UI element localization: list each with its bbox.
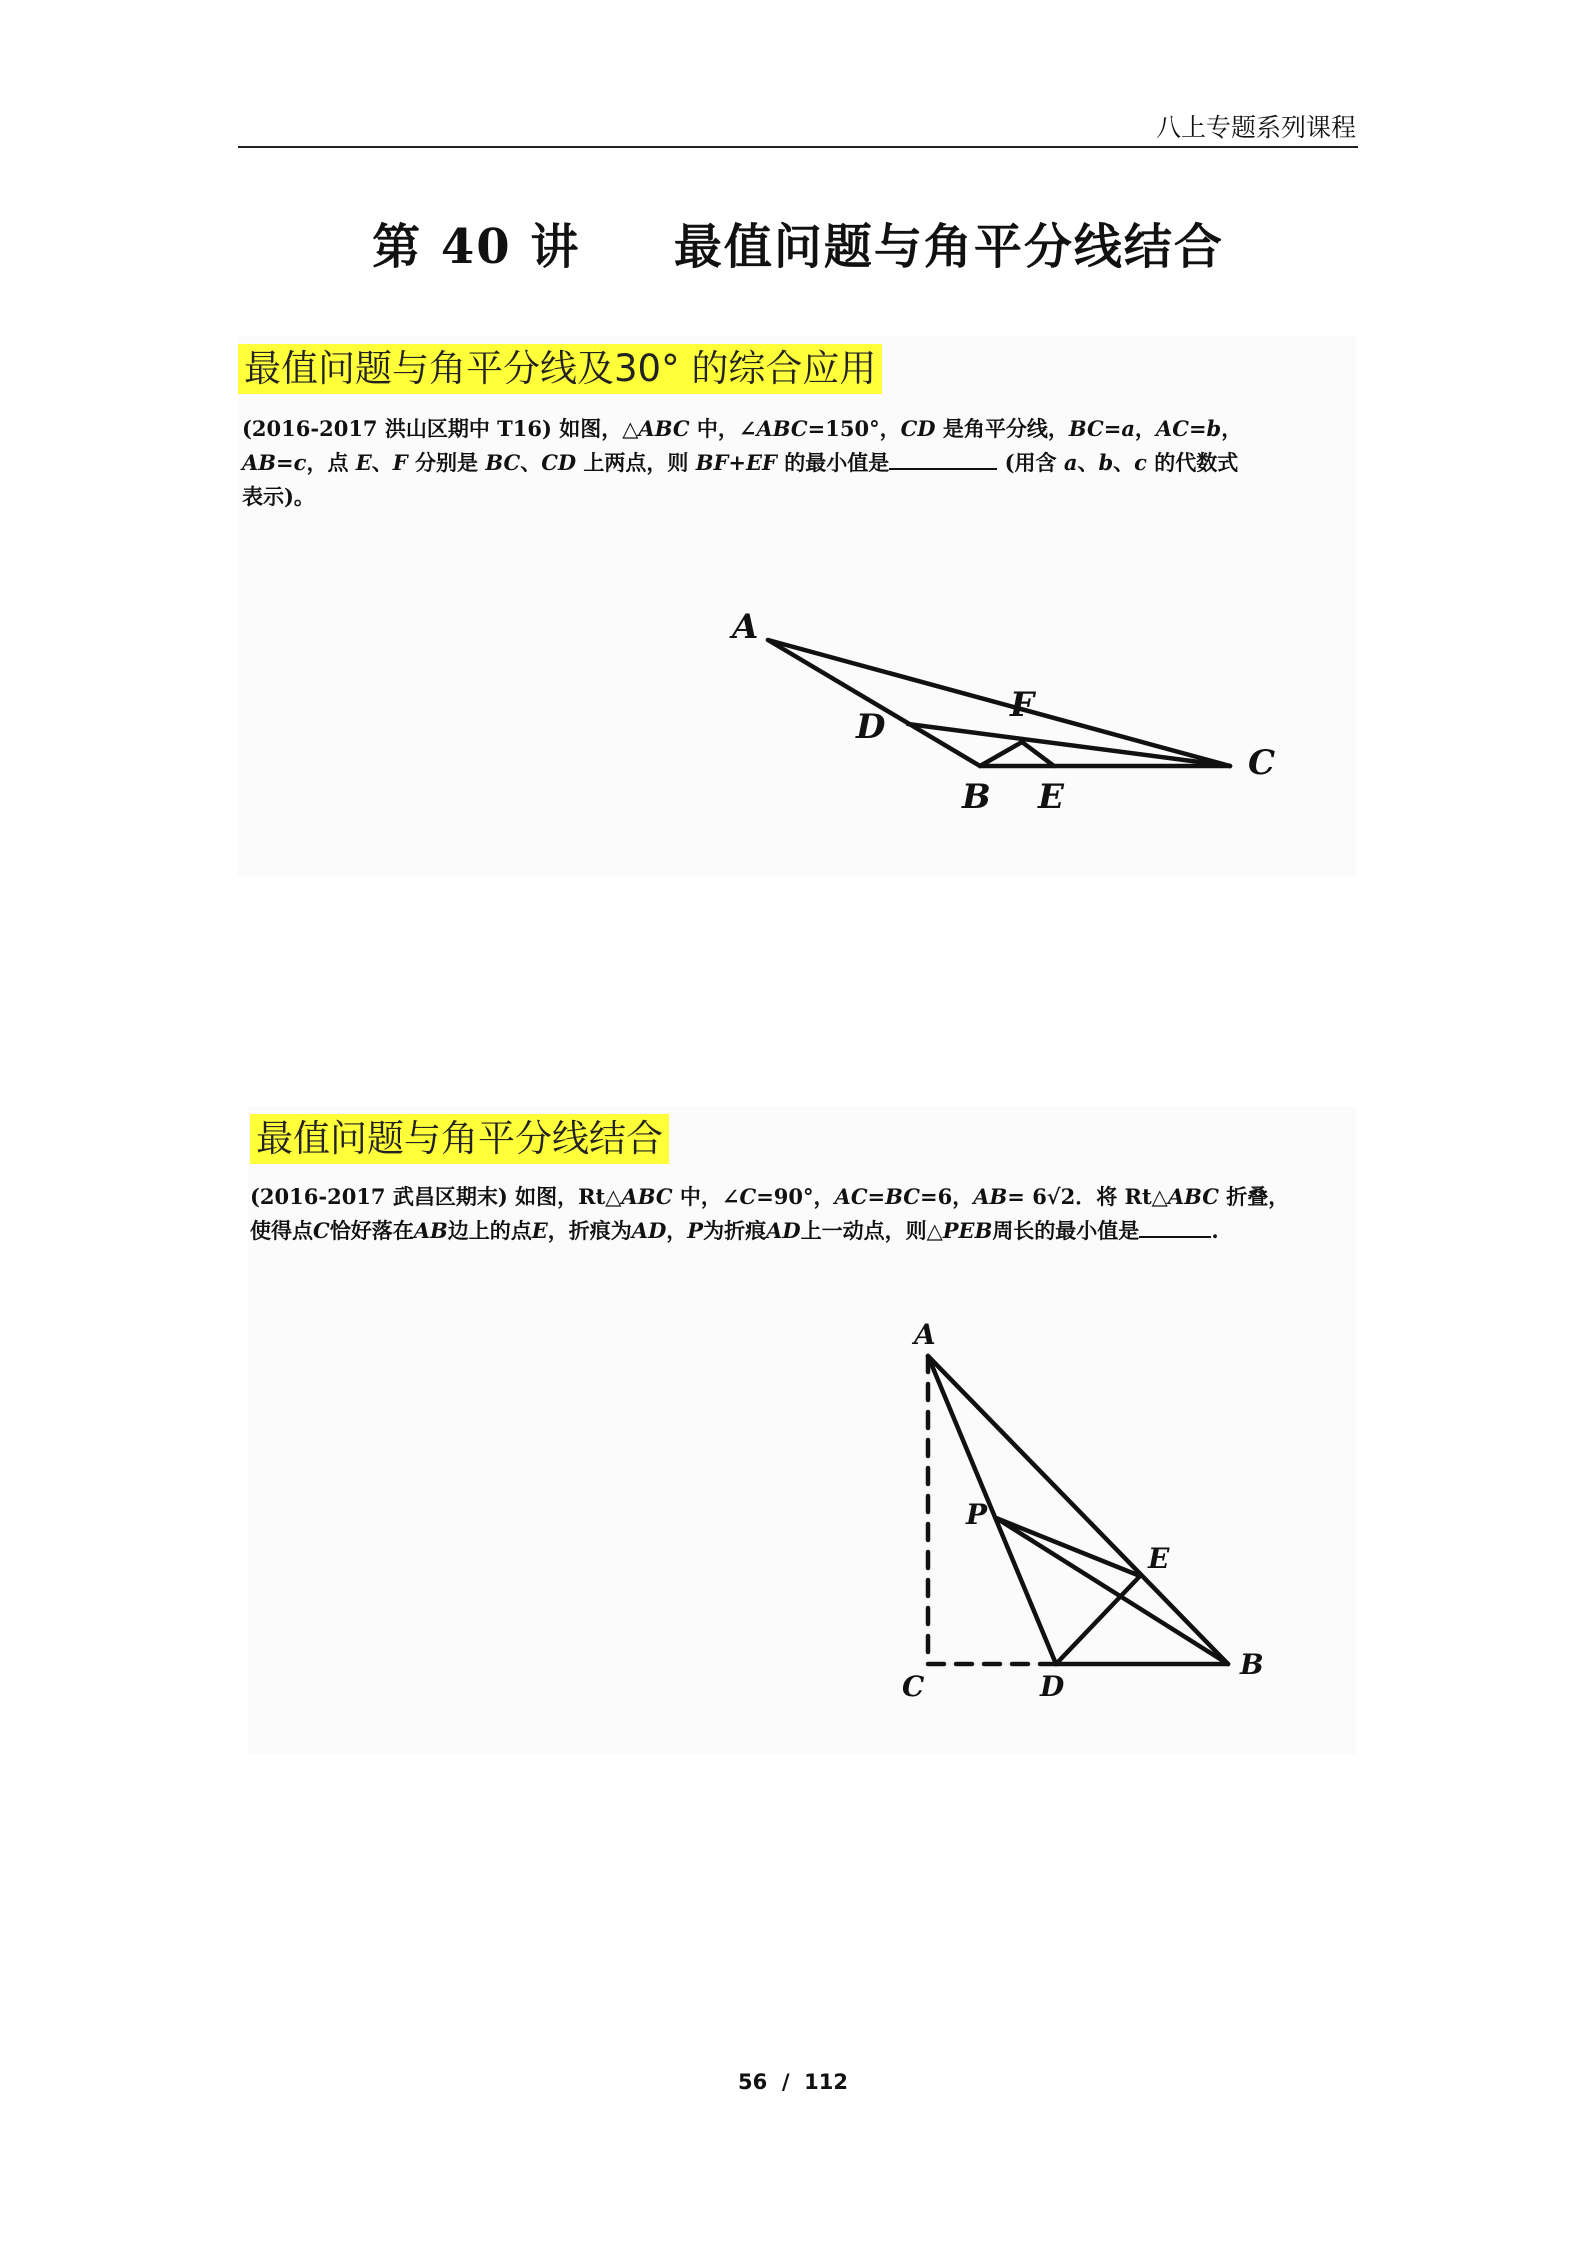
text-run: .: [1211, 1218, 1219, 1243]
text-run: a: [1063, 450, 1078, 475]
answer-blank-2[interactable]: [1139, 1214, 1211, 1238]
text-run: a: [1121, 416, 1135, 441]
vertex-label-D2: D: [1040, 1670, 1065, 1703]
header-course-label: 八上专题系列课程: [1155, 113, 1356, 142]
text-run: =: [276, 450, 294, 475]
segment-DE: [1056, 1576, 1140, 1664]
vertex-label-A: A: [732, 607, 759, 647]
text-run: 中，∠: [672, 1184, 740, 1209]
text-run: =6，: [920, 1184, 974, 1209]
vertex-label-B2: B: [1240, 1648, 1264, 1681]
triangle-figure-2: [870, 1310, 1290, 1710]
text-run: AC: [834, 1184, 868, 1209]
text-run: AD: [631, 1218, 667, 1243]
answer-blank-1[interactable]: [889, 446, 997, 470]
problem-1-line-2: [242, 446, 1352, 480]
section-heading-2: 最值问题与角平分线结合: [250, 1114, 669, 1164]
text-run: 、: [371, 450, 393, 475]
text-run: (用含: [997, 450, 1064, 475]
text-run: ABC: [1167, 1184, 1219, 1209]
text-run: ABC: [638, 416, 690, 441]
text-run: ，: [1134, 416, 1156, 441]
text-run: 是角平分线，: [935, 416, 1069, 441]
text-run: 表示)。: [242, 484, 315, 509]
text-run: BF: [695, 450, 729, 475]
text-run: c: [1134, 450, 1147, 475]
text-run: PEB: [942, 1218, 993, 1243]
text-run: AB: [973, 1184, 1008, 1209]
text-run: CD: [541, 450, 577, 475]
segment-CD: [908, 724, 1230, 766]
text-run: 中，∠: [689, 416, 757, 441]
text-run: P: [687, 1218, 704, 1243]
text-run: BC: [885, 1184, 921, 1209]
text-run: C: [313, 1218, 330, 1243]
text-run: 使得点: [250, 1218, 313, 1243]
text-run: +: [728, 450, 747, 475]
text-run: 的最小值是: [776, 450, 890, 475]
segment-AD: [928, 1356, 1056, 1664]
segment-AB: [768, 640, 980, 766]
text-run: 为折痕: [703, 1218, 767, 1243]
vertex-label-A2: A: [914, 1318, 936, 1351]
text-run: 上两点，则: [576, 450, 696, 475]
text-run: 上一动点，则△: [800, 1218, 943, 1243]
problem-2-line-1: [250, 1180, 1356, 1214]
vertex-label-C: C: [1248, 743, 1276, 783]
vertex-label-C2: C: [902, 1670, 925, 1703]
page-number: 56 / 112: [738, 2070, 848, 2094]
text-run: EF: [746, 450, 777, 475]
text-run: ，点: [306, 450, 356, 475]
vertex-label-D: D: [856, 707, 886, 747]
segment-BF: [980, 742, 1022, 766]
text-run: 折叠，: [1218, 1184, 1290, 1209]
text-run: ，: [666, 1218, 688, 1243]
text-run: AD: [766, 1218, 801, 1243]
text-run: =: [867, 1184, 886, 1209]
text-run: 、: [1077, 450, 1099, 475]
segment-FE: [1022, 742, 1054, 766]
vertex-label-E: E: [1038, 777, 1064, 817]
text-run: AB: [242, 450, 277, 475]
text-run: BC: [1068, 416, 1104, 441]
page-title: 第 40 讲 最值问题与角平分线结合: [372, 219, 1224, 275]
text-run: b: [1098, 450, 1114, 475]
text-run: =: [1103, 416, 1122, 441]
text-run: ABC: [621, 1184, 673, 1209]
text-run: ，: [1221, 416, 1243, 441]
text-run: =: [1188, 416, 1207, 441]
text-run: ，折痕为: [547, 1218, 632, 1243]
text-run: AB: [413, 1218, 448, 1243]
text-run: 恰好落在: [329, 1218, 414, 1243]
text-run: =150°，: [807, 416, 901, 441]
triangle-figure-1: [700, 590, 1300, 830]
text-run: = 6√2．将 Rt△: [1007, 1184, 1168, 1209]
text-run: CD: [900, 416, 936, 441]
text-run: 边上的点: [447, 1218, 532, 1243]
text-run: c: [293, 450, 307, 475]
text-run: E: [531, 1218, 548, 1243]
vertex-label-E2: E: [1148, 1542, 1170, 1575]
vertex-label-B: B: [962, 777, 991, 817]
text-run: 、: [1113, 450, 1135, 475]
text-run: F: [392, 450, 408, 475]
text-run: =90°，: [756, 1184, 835, 1209]
text-run: 周长的最小值是: [992, 1218, 1140, 1243]
text-run: BC: [485, 450, 521, 475]
text-run: (2016-2017 武昌区期末) 如图，Rt△: [250, 1184, 622, 1209]
text-run: AC: [1155, 416, 1189, 441]
text-run: 分别是: [407, 450, 486, 475]
problem-text-2: [250, 1180, 1356, 1248]
problem-2-line-2: [250, 1214, 1356, 1248]
segment-PB: [996, 1518, 1228, 1664]
vertex-label-P: P: [966, 1498, 988, 1531]
text-run: 的代数式: [1146, 450, 1239, 475]
section-heading-1: 最值问题与角平分线及30° 的综合应用: [238, 344, 882, 394]
vertex-label-F: F: [1010, 685, 1035, 725]
text-run: b: [1206, 416, 1222, 441]
text-run: ABC: [756, 416, 808, 441]
text-run: (2016-2017 洪山区期中 T16) 如图，△: [242, 416, 639, 441]
segment-AC: [768, 640, 1230, 766]
text-run: E: [355, 450, 372, 475]
problem-1-line-3: [242, 480, 1352, 514]
text-run: 、: [520, 450, 542, 475]
header-divider: [238, 146, 1358, 148]
problem-text-1: [242, 412, 1352, 514]
problem-1-line-1: [242, 412, 1352, 446]
text-run: C: [739, 1184, 757, 1209]
